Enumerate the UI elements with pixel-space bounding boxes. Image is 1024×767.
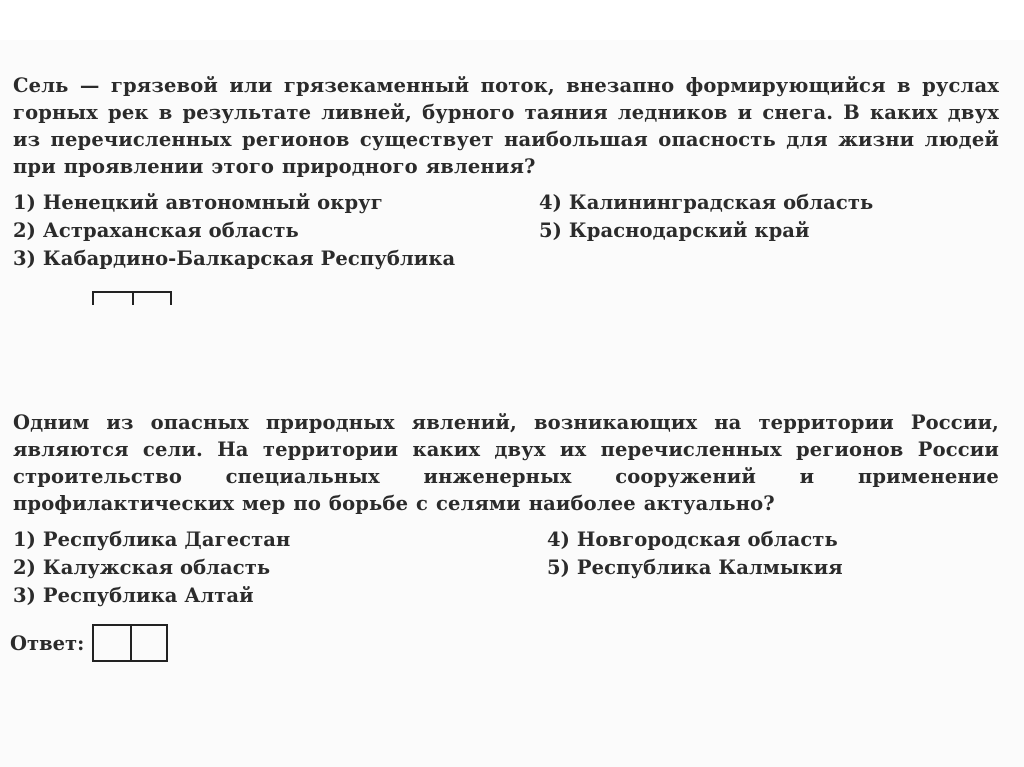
question-1-option-1: 1) Ненецкий автономный округ — [13, 191, 383, 214]
question-1-answer-box[interactable] — [92, 291, 172, 305]
question-1 — [13, 72, 999, 273]
question-2-option-3: 3) Республика Алтай — [13, 584, 254, 607]
question-1-answer-cell-2[interactable] — [132, 293, 170, 305]
question-1-option-5: 5) Краснодарский край — [539, 219, 810, 242]
question-1-answer-cells[interactable] — [92, 291, 172, 305]
question-2-option-4: 4) Новгородская область — [547, 528, 838, 551]
question-2-option-5: 5) Республика Калмыкия — [547, 556, 843, 579]
question-2-answer-cell-2[interactable] — [130, 626, 166, 660]
top-margin — [0, 0, 1024, 40]
question-1-option-2: 2) Астраханская область — [13, 219, 299, 242]
question-1-text: Сель — грязевой или грязекаменный поток, внезапно формирующийся в руслах горных рек в результате ливней, бурного таяния ледников и снега. В каких двух из перечисленных регионов существует наибольшая опасность для жизни людей при проявлении этого природного явления? — [13, 74, 999, 178]
question-2-answer-cell-1[interactable] — [94, 626, 130, 660]
question-2-option-2: 2) Калужская область — [13, 556, 271, 579]
question-2-text: Одним из опасных природных явлений, возникающих на территории России, являются сели. На территории каких двух их перечисленных регионов России строительство специальных инженерных сооружений и применение профилактических мер по борьбе с селями наиболее актуально? — [13, 411, 999, 515]
question-2-options — [13, 526, 999, 610]
question-2 — [13, 409, 999, 610]
answer-label: Ответ: — [10, 631, 85, 655]
question-1-options — [13, 189, 999, 273]
question-2-answer-row — [10, 624, 168, 662]
question-2-answer-box[interactable] — [92, 624, 168, 662]
question-2-option-1: 1) Республика Дагестан — [13, 528, 291, 551]
question-1-option-4: 4) Калининградская область — [539, 191, 874, 214]
question-1-answer-cell-1[interactable] — [94, 293, 132, 305]
question-1-option-3: 3) Кабардино-Балкарская Республика — [13, 247, 456, 270]
